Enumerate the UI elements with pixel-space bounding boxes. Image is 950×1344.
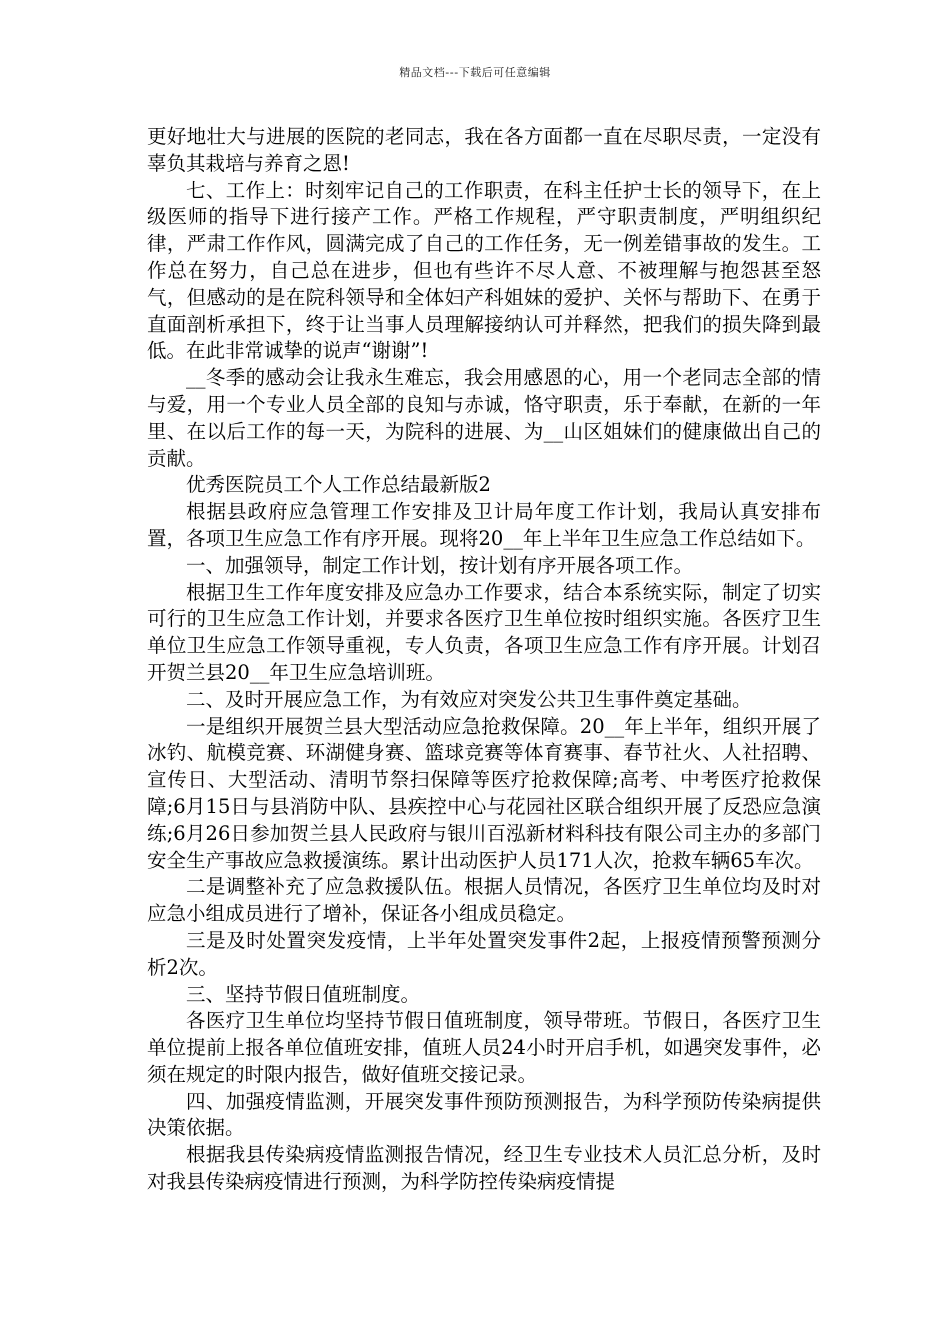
paragraph: 根据我县传染病疫情监测报告情况，经卫生专业技术人员汇总分析，及时对我县传染病疫情进行预测，为科学防控传染病疫情提 [147,1143,821,1194]
paragraph: __冬季的感动会让我永生难忘，我会用感恩的心，用一个老同志全部的情与爱，用一个专业人员全部的良知与赤诚，恪守职责，乐于奉献，在新的一年里、在以后工作的每一天，为院科的进展、为__山区姐妹们的健康做出自己的贡献。 [147,366,821,470]
section-heading: 四、加强疫情监测，开展突发事件预防预测报告，为科学预防传染病提供决策依据。 [147,1089,821,1140]
section-heading: 二、及时开展应急工作，为有效应对突发公共卫生事件奠定基础。 [186,687,752,711]
page-header: 精品文档---下载后可任意编辑 [399,66,551,79]
document-body [147,124,821,1196]
section-title: 优秀医院员工个人工作总结最新版2 [186,473,491,497]
paragraph: 七、工作上：时刻牢记自己的工作职责，在科主任护士长的领导下，在上级医师的指导下进行接产工作。严格工作规程，严守职责制度，严明组织纪律，严肃工作作风，圆满完成了自己的工作任务，无一例差错事故的发生。工作总在努力，自己总在进步，但也有些许不尽人意、不被理解与抱怨甚至怒气，但感动的是在院科领导和全体妇产科姐妹的爱护、关怀与帮助下、在勇于直面剖析承担下，终于让当事人员理解接纳认可并释然，把我们的损失降到最低。在此非常诚挚的说声“谢谢”! [147,178,821,363]
paragraph: 根据县政府应急管理工作安排及卫计局年度工作计划，我局认真安排布置，各项卫生应急工作有序开展。现将20__年上半年卫生应急工作总结如下。 [147,500,821,550]
paragraph: 各医疗卫生单位均坚持节假日值班制度，领导带班。节假日，各医疗卫生单位提前上报各单位值班安排，值班人员24小时开启手机，如遇突发事件，必须在规定的时限内报告，做好值班交接记录。 [147,1009,821,1086]
paragraph: 根据卫生工作年度安排及应急办工作要求，结合本系统实际，制定了切实可行的卫生应急工作计划，并要求各医疗卫生单位按时组织实施。各医疗卫生单位卫生应急工作领导重视，专人负责，各项卫生应急工作有序开展。计划召开贺兰县20__年卫生应急培训班。 [147,580,821,684]
paragraph: 三是及时处置突发疫情，上半年处置突发事件2起，上报疫情预警预测分析2次。 [147,928,821,979]
paragraph: 更好地壮大与进展的医院的老同志，我在各方面都一直在尽职尽责，一定没有辜负其栽培与养育之恩! [147,125,821,175]
paragraph: 二是调整补充了应急救援队伍。根据人员情况，各医疗卫生单位均及时对应急小组成员进行了增补，保证各小组成员稳定。 [147,875,821,926]
section-heading: 一、加强领导，制定工作计划，按计划有序开展各项工作。 [186,553,694,577]
section-heading: 三、坚持节假日值班制度。 [186,982,421,1006]
paragraph: 一是组织开展贺兰县大型活动应急抢救保障。20__年上半年，组织开展了冰钓、航模竞赛、环湖健身赛、篮球竞赛等体育赛事、春节社火、人社招聘、宣传日、大型活动、清明节祭扫保障等医疗抢救保障;高考、中考医疗抢救保障;6月15日与县消防中队、县疾控中心与花园社区联合组织开展了反恐应急演练;6月26日参加贺兰县人民政府与银川百泓新材料科技有限公司主办的多部门安全生产事故应急救援演练。累计出动医护人员171人次，抢救车辆65车次。 [147,714,821,872]
